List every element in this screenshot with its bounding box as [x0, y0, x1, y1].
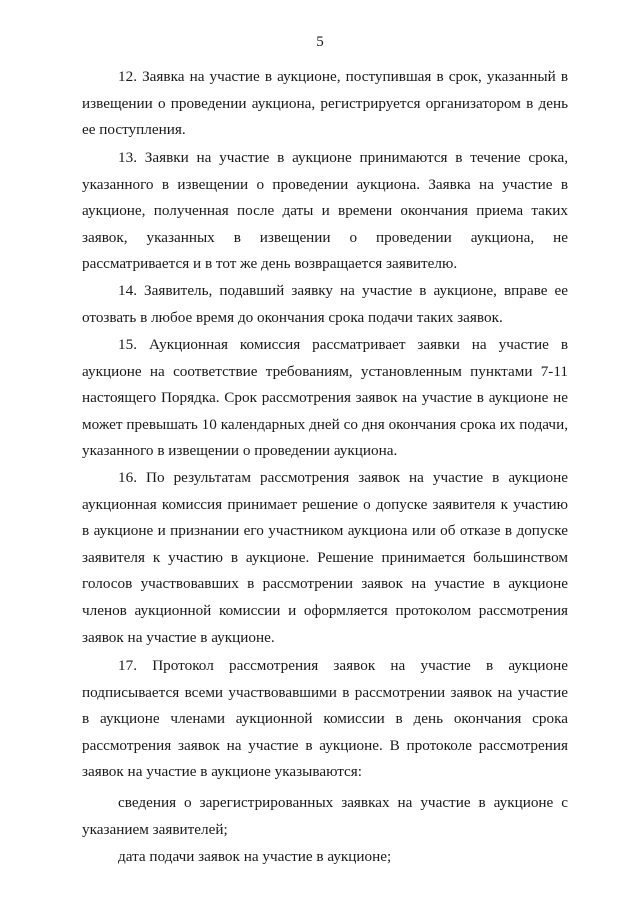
paragraph-12: 12. Заявка на участие в аукционе, поступившая в срок, указанный в извещении о проведении аукциона, регистрируется организатором в день ее поступления. — [82, 68, 568, 139]
list-item: дата подачи заявок на участие в аукционе; — [118, 848, 392, 865]
paragraph-17: 17. Протокол рассмотрения заявок на участие в аукционе подписывается всеми участвовавшими в рассмотрении заявок на участие в аукционе членами аукционной комиссии в день окончания срока рассмотрения заявок на участие в аукционе. В протоколе рассмотрения заявок на участие в аукционе указываются: — [82, 657, 568, 781]
paragraph-14: 14. Заявитель, подавший заявку на участие в аукционе, вправе ее отозвать в любое время до окончания срока подачи таких заявок. — [82, 282, 568, 326]
paragraph-13: 13. Заявки на участие в аукционе принимаются в течение срока, указанного в извещении о проведении аукциона. Заявка на участие в аукционе, полученная после даты и времени окончания приема таких заявок, указанных в извещении о проведении аукциона, не рассматривается и в тот же день возвращается заявителю. — [82, 149, 568, 273]
page-number: 5 — [316, 34, 324, 50]
paragraph-15: 15. Аукционная комиссия рассматривает заявки на участие в аукционе на соответствие требованиям, установленным пунктами 7-11 настоящего Порядка. Срок рассмотрения заявок на участие в аукционе не может превышать 10 календарных дней со дня окончания срока их подачи, указанного в извещении о проведении аукциона. — [82, 336, 568, 460]
list-item: сведения о зарегистрированных заявках на участие в аукционе с указанием заявителей; — [82, 794, 568, 838]
paragraph-16: 16. По результатам рассмотрения заявок на участие в аукционе аукционная комиссия принимает решение о допуске заявителя к участию в аукционе и признании его участником аукциона или об отказе в допуске заявителя к участию в аукционе. Решение принимается большинством голосов участвовавших в рассмотрении заявок на участие в аукционе членов аукционной комиссии и оформляется протоколом рассмотрения заявок на участие в аукционе. — [82, 469, 568, 646]
